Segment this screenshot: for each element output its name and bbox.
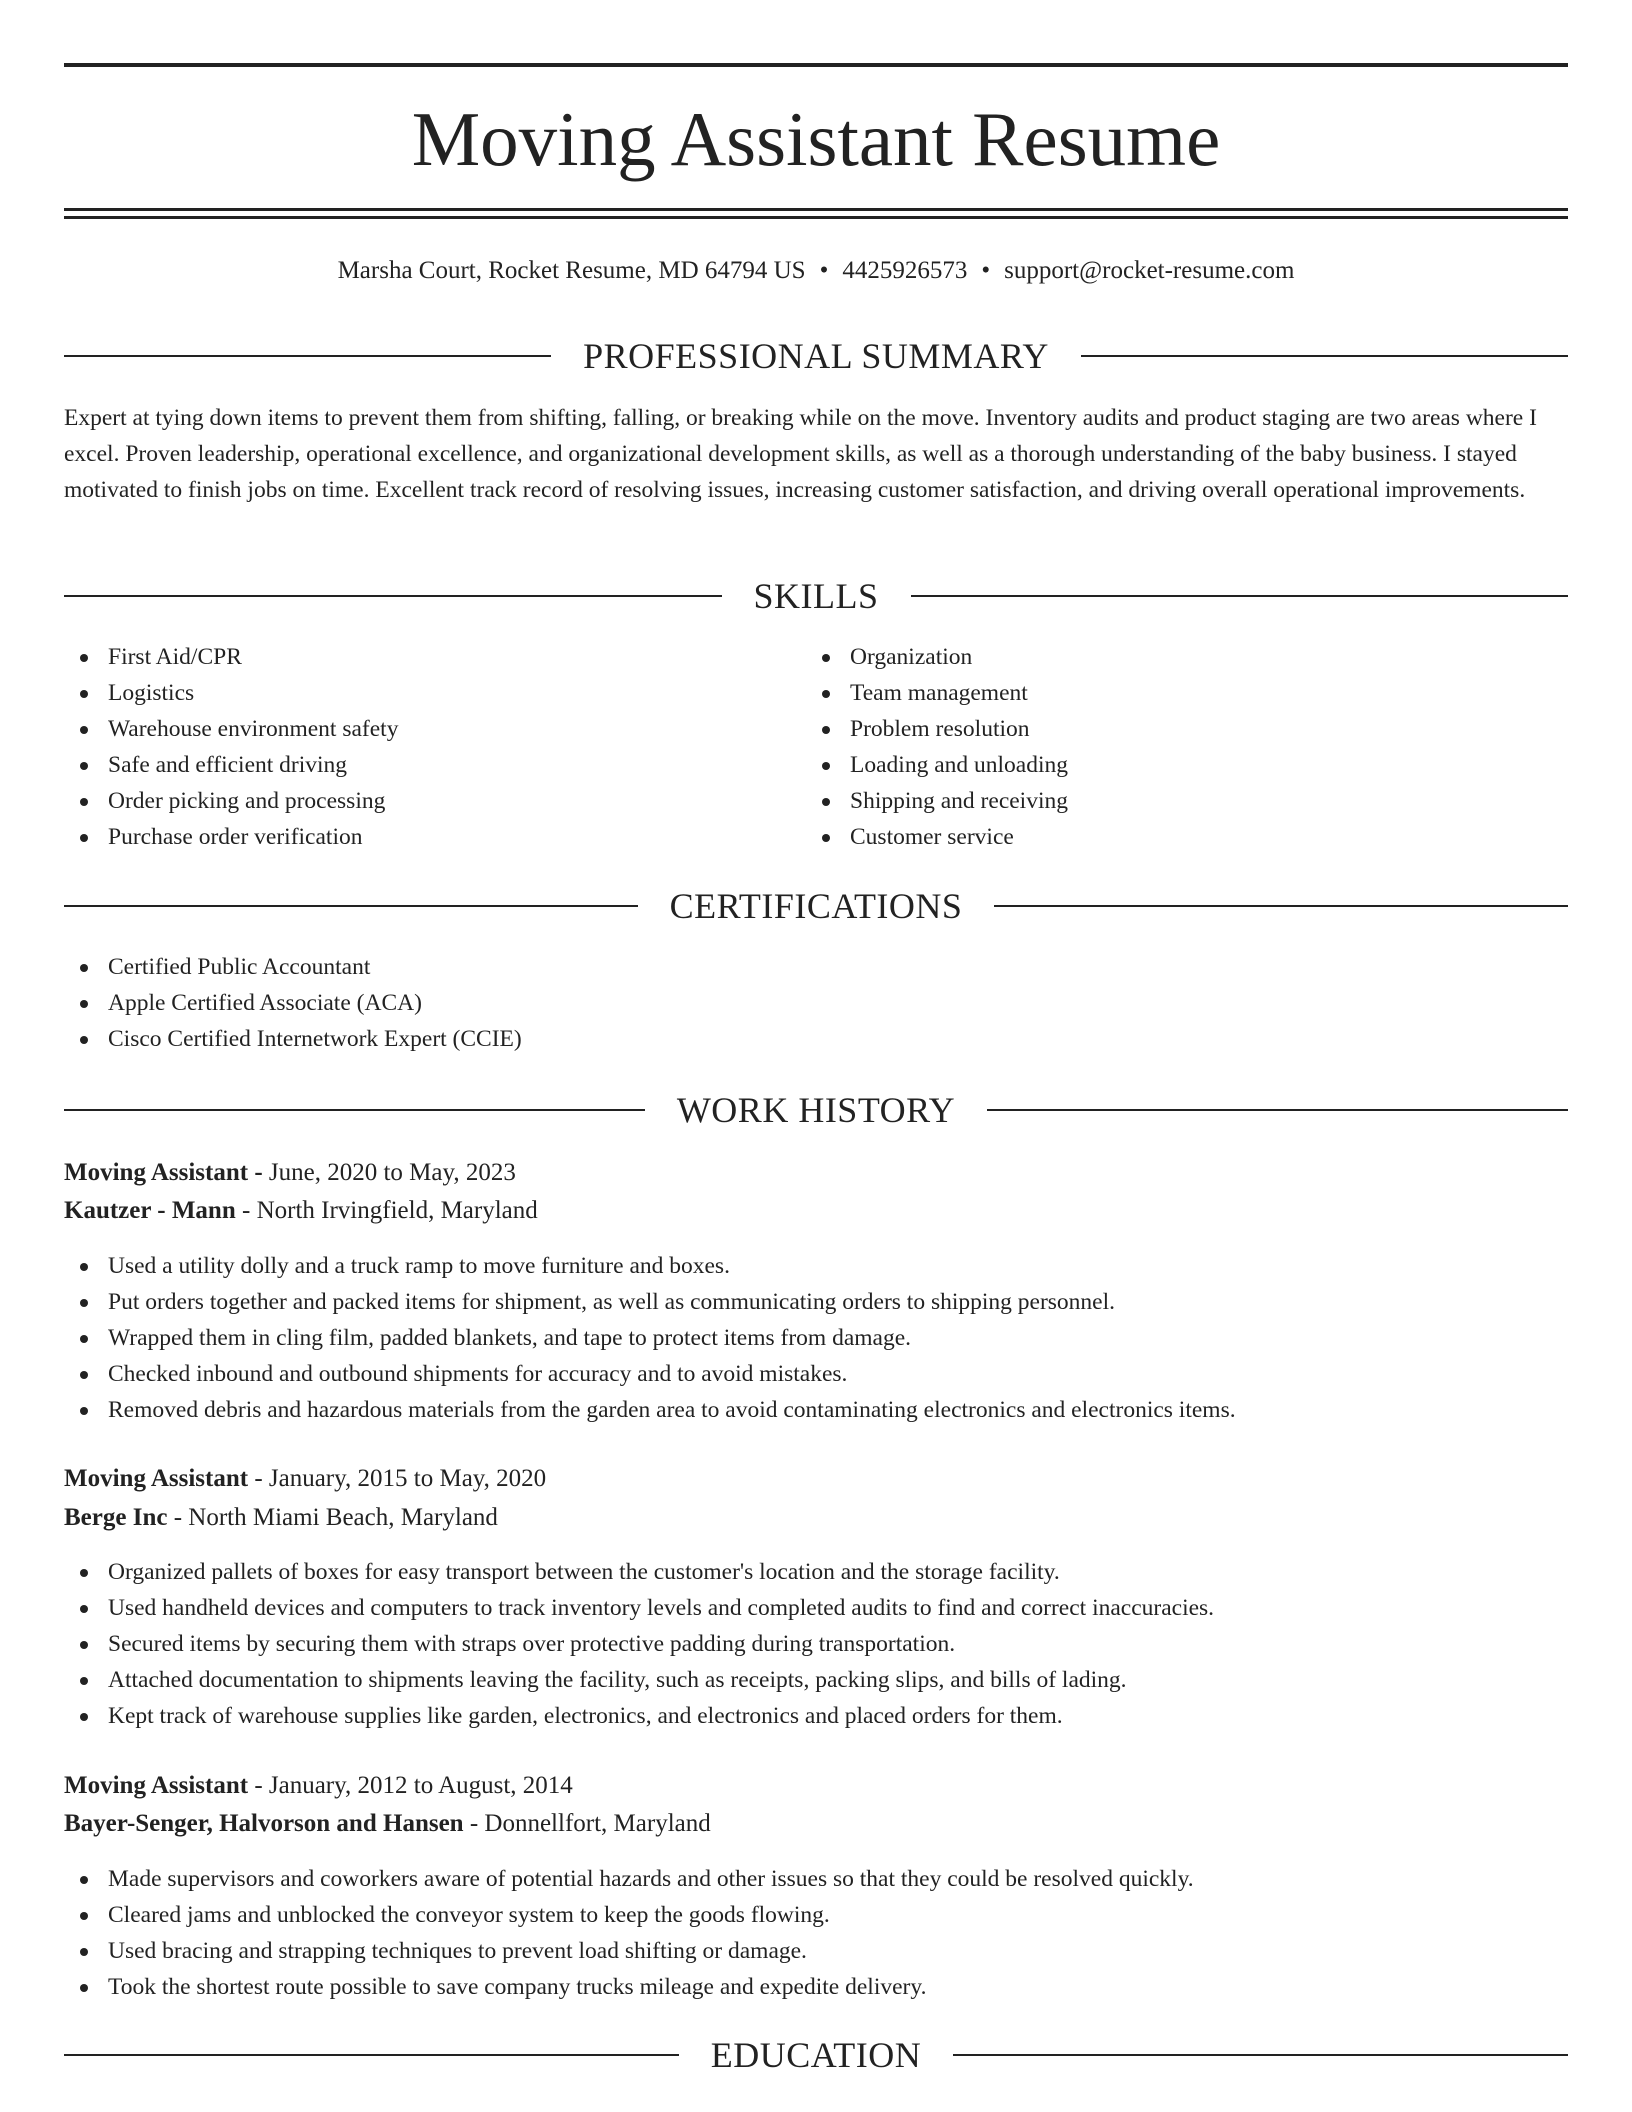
list-item: Certified Public Accountant	[64, 949, 1568, 985]
education-heading: EDUCATION	[710, 2035, 922, 2075]
list-item: Organization	[806, 639, 1546, 675]
list-item: Attached documentation to shipments leaving the facility, such as receipts, packing slips, and bills of lading.	[64, 1662, 1568, 1698]
contact-separator: •	[981, 257, 991, 284]
certifications-heading: CERTIFICATIONS	[669, 886, 963, 926]
list-item: Problem resolution	[806, 711, 1546, 747]
list-item: Made supervisors and coworkers aware of potential hazards and other issues so that they could be resolved quickly.	[64, 1861, 1568, 1897]
section-heading-skills	[64, 574, 1568, 618]
top-rule	[64, 63, 1568, 67]
job-title-line	[64, 1155, 1568, 1191]
contact-email[interactable]: support@rocket-resume.com	[1004, 257, 1295, 284]
list-item: Safe and efficient driving	[64, 747, 804, 783]
skills-list-right	[806, 639, 1546, 855]
job-title: Moving Assistant	[64, 1772, 249, 1799]
skills-heading: SKILLS	[753, 576, 879, 616]
heading-rule	[64, 1109, 645, 1111]
title-rule-upper	[64, 208, 1568, 211]
list-item: Apple Certified Associate (ACA)	[64, 985, 1568, 1021]
contact-address: Marsha Court, Rocket Resume, MD 64794 US	[337, 257, 806, 284]
job-separator: -	[248, 1465, 269, 1492]
skills-list-left	[64, 639, 804, 855]
list-item: Kept track of warehouse supplies like garden, electronics, and electronics and placed orders for them.	[64, 1698, 1568, 1734]
list-item: Put orders together and packed items for shipment, as well as communicating orders to shipping personnel.	[64, 1284, 1568, 1320]
job-separator: -	[248, 1772, 269, 1799]
list-item: Purchase order verification	[64, 819, 804, 855]
job-bullets	[64, 1248, 1568, 1428]
job-company: Kautzer - Mann	[64, 1197, 236, 1224]
job-separator: -	[235, 1197, 257, 1224]
list-item: Checked inbound and outbound shipments for accuracy and to avoid mistakes.	[64, 1356, 1568, 1392]
job-separator: -	[248, 1159, 269, 1186]
section-heading-work-history	[64, 1088, 1568, 1132]
list-item: Cleared jams and unblocked the conveyor system to keep the goods flowing.	[64, 1897, 1568, 1933]
heading-rule	[64, 595, 722, 597]
heading-rule	[953, 2054, 1568, 2056]
work-history-heading: WORK HISTORY	[676, 1090, 956, 1130]
heading-rule	[994, 905, 1568, 907]
job-location: North Miami Beach, Maryland	[188, 1504, 498, 1531]
list-item: Shipping and receiving	[806, 783, 1546, 819]
list-item: Order picking and processing	[64, 783, 804, 819]
heading-rule	[987, 1109, 1568, 1111]
heading-rule	[64, 2054, 679, 2056]
job-title-line	[64, 1461, 1568, 1497]
list-item: Took the shortest route possible to save company trucks mileage and expedite delivery.	[64, 1969, 1568, 2005]
job-dates: January, 2015 to May, 2020	[268, 1465, 547, 1492]
list-item: Cisco Certified Internetwork Expert (CCIE)	[64, 1021, 1568, 1057]
list-item: Organized pallets of boxes for easy transport between the customer's location and the storage facility.	[64, 1554, 1568, 1590]
list-item: First Aid/CPR	[64, 639, 804, 675]
heading-rule	[64, 905, 638, 907]
summary-heading: PROFESSIONAL SUMMARY	[583, 336, 1049, 376]
list-item: Secured items by securing them with straps over protective padding during transportation.	[64, 1626, 1568, 1662]
list-item: Used bracing and strapping techniques to prevent load shifting or damage.	[64, 1933, 1568, 1969]
contact-phone: 4425926573	[842, 257, 968, 284]
list-item: Used handheld devices and computers to track inventory levels and completed audits to find and correct inaccuracies.	[64, 1590, 1568, 1626]
heading-rule	[64, 355, 551, 357]
job-company-line	[64, 1193, 1568, 1229]
job-location: Donnellfort, Maryland	[484, 1810, 711, 1837]
job-dates: January, 2012 to August, 2014	[268, 1772, 573, 1799]
heading-rule	[911, 595, 1569, 597]
section-heading-education	[64, 2033, 1568, 2077]
list-item: Warehouse environment safety	[64, 711, 804, 747]
list-item: Team management	[806, 675, 1546, 711]
job-company: Bayer-Senger, Halvorson and Hansen	[64, 1810, 464, 1837]
job-bullets	[64, 1861, 1568, 2005]
list-item: Removed debris and hazardous materials from the garden area to avoid contaminating electronics and electronics items.	[64, 1392, 1568, 1428]
heading-rule	[1081, 355, 1568, 357]
job-title: Moving Assistant	[64, 1465, 249, 1492]
section-heading-summary	[64, 334, 1568, 378]
list-item: Wrapped them in cling film, padded blankets, and tape to protect items from damage.	[64, 1320, 1568, 1356]
job-bullets	[64, 1554, 1568, 1734]
summary-text: Expert at tying down items to prevent them from shifting, falling, or breaking while on the move. Inventory audits and product staging are two areas where I excel. Proven leadership, operational excellence, and organizational development skills, as well as a thorough understanding of the baby business. I stayed motivated to finish jobs on time. Excellent track record of resolving issues, increasing customer satisfaction, and driving overall operational improvements.	[64, 405, 1537, 503]
list-item: Used a utility dolly and a truck ramp to move furniture and boxes.	[64, 1248, 1568, 1284]
list-item: Loading and unloading	[806, 747, 1546, 783]
job-company-line	[64, 1806, 1568, 1842]
certifications-list	[64, 949, 1568, 1057]
job-dates: June, 2020 to May, 2023	[268, 1159, 516, 1186]
job-separator: -	[463, 1810, 485, 1837]
section-heading-certifications	[64, 884, 1568, 928]
job-company: Berge Inc	[64, 1504, 168, 1531]
job-separator: -	[167, 1504, 189, 1531]
list-item: Customer service	[806, 819, 1546, 855]
job-location: North Irvingfield, Maryland	[256, 1197, 538, 1224]
contact-separator: •	[819, 257, 829, 284]
job-title: Moving Assistant	[64, 1159, 249, 1186]
list-item: Logistics	[64, 675, 804, 711]
title-rule-lower	[64, 216, 1568, 219]
contact-line	[64, 254, 1568, 288]
job-company-line	[64, 1500, 1568, 1536]
job-title-line	[64, 1768, 1568, 1804]
resume-title: Moving Assistant Resume	[411, 96, 1221, 182]
